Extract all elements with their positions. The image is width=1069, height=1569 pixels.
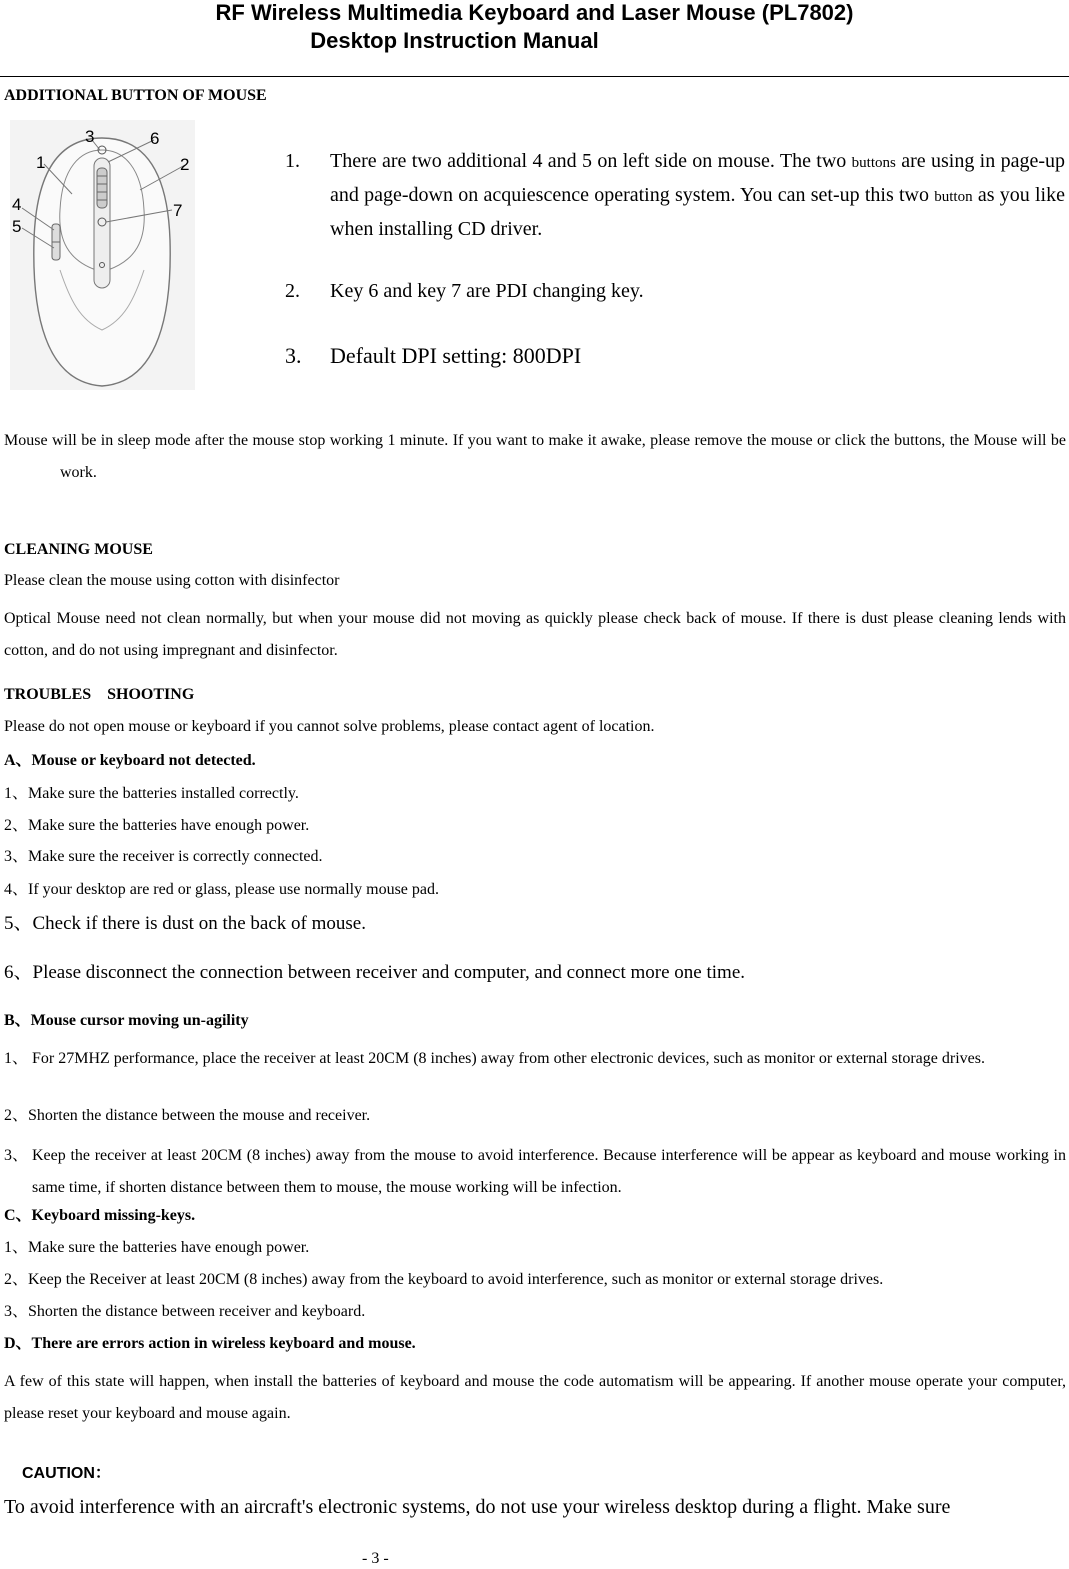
a-item-1: 1、Make sure the batteries installed correctly. xyxy=(4,785,299,802)
d-text: A few of this state will happen, when install the batteries of keyboard and mouse the code automatism will be appearing. If another mouse operate your computer, please reset your keyboard and mouse again. xyxy=(4,1373,1066,1422)
callout-7: 7 xyxy=(173,201,183,220)
document-subtitle: Desktop Instruction Manual xyxy=(310,28,599,53)
callout-1: 1 xyxy=(36,153,46,172)
a-item-5: 5、Check if there is dust on the back of mouse. xyxy=(4,913,366,934)
header-rule xyxy=(0,76,1069,77)
callout-2: 2 xyxy=(180,155,190,174)
page-number: - 3 - xyxy=(362,1550,389,1567)
cleaning-line-2: Optical Mouse need not clean normally, but when your mouse did not moving as quickly please check back of mouse. If there is dust please cleaning lends with cotton, and do not using impregnant and disinfector. xyxy=(4,610,1066,659)
document-title: RF Wireless Multimedia Keyboard and Laser Mouse (PL7802) xyxy=(215,0,854,25)
subsection-c-title: C、Keyboard missing-keys. xyxy=(4,1207,196,1224)
mouse-illustration xyxy=(10,120,195,390)
b-item-2: 2、Shorten the distance between the mouse and receiver. xyxy=(4,1107,371,1124)
a-item-2: 2、Make sure the batteries have enough power. xyxy=(4,817,310,834)
c-item-2: 2、Keep the Receiver at least 20CM (8 inches) away from the keyboard to avoid interference, such as monitor or external storage drives. xyxy=(4,1271,884,1288)
sleep-mode-note: Mouse will be in sleep mode after the mouse stop working 1 minute. If you want to make it awake, please remove the mouse or click the buttons, the Mouse will be work. xyxy=(4,432,1066,481)
section-heading-cleaning: CLEANING MOUSE xyxy=(4,541,153,558)
b-item-3: 3、 Keep the receiver at least 20CM (8 inches) away from the mouse to avoid interference. Because interference will be appear as keyboard and mouse working in same time, if shorten distance between them to mouse, the mouse working will be infection. xyxy=(4,1147,1066,1196)
subsection-a-title: A、Mouse or keyboard not detected. xyxy=(4,752,256,769)
c-item-3: 3、Shorten the distance between receiver and keyboard. xyxy=(4,1303,366,1320)
section-heading-additional-button: ADDITIONAL BUTTON OF MOUSE xyxy=(4,87,267,104)
callout-6: 6 xyxy=(150,129,160,148)
a-item-4: 4、If your desktop are red or glass, please use normally mouse pad. xyxy=(4,881,439,898)
caution-label: CAUTION： xyxy=(22,1465,111,1482)
b-item-1: 1、 For 27MHZ performance, place the receiver at least 20CM (8 inches) away from other electronic devices, such as monitor or external storage drives. xyxy=(4,1050,985,1067)
troubleshooting-intro: Please do not open mouse or keyboard if you cannot solve problems, please contact agent of location. xyxy=(4,718,655,735)
callout-4: 4 xyxy=(12,195,22,214)
callout-3: 3 xyxy=(85,127,95,146)
section-heading-troubleshooting: TROUBLES SHOOTING xyxy=(4,686,195,703)
subsection-d-title: D、There are errors action in wireless keyboard and mouse. xyxy=(4,1335,416,1352)
subsection-b-title: B、Mouse cursor moving un-agility xyxy=(4,1012,249,1029)
mouse-diagram xyxy=(10,120,195,390)
a-item-3: 3、Make sure the receiver is correctly connected. xyxy=(4,848,323,865)
callout-5: 5 xyxy=(12,217,22,236)
c-item-1: 1、Make sure the batteries have enough power. xyxy=(4,1239,310,1256)
caution-text: To avoid interference with an aircraft's electronic systems, do not use your wireless desktop during a flight. Make sure xyxy=(4,1496,951,1518)
cleaning-line-1: Please clean the mouse using cotton with disinfector xyxy=(4,572,340,589)
a-item-6: 6、Please disconnect the connection between receiver and computer, and connect more one time. xyxy=(4,962,746,983)
